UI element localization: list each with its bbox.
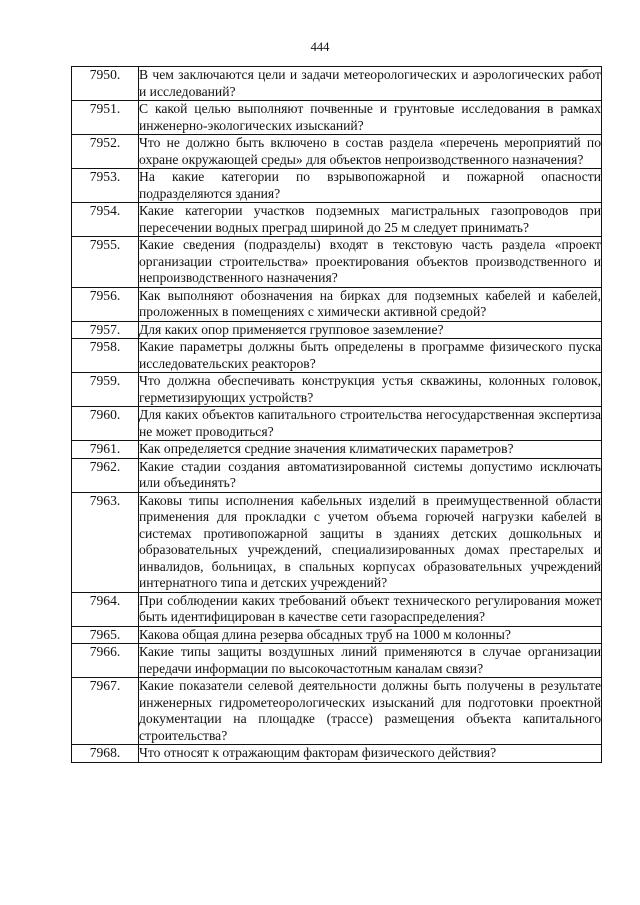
question-text: Для каких объектов капитального строительства негосударственная экспертиза не может проводиться?: [139, 407, 601, 439]
question-row: [72, 626, 602, 644]
question-text: Что не должно быть включено в состав раздела «перечень мероприятий по охране окружающей среды» для объектов непроизводственного назначения?: [139, 135, 601, 167]
question-row: [72, 135, 602, 169]
question-row: [72, 373, 602, 407]
question-number: 7957.: [72, 321, 139, 339]
question-row: [72, 458, 602, 492]
question-number: 7954.: [72, 203, 139, 237]
question-row: [72, 339, 602, 373]
questions-table: [71, 66, 602, 763]
question-text: Как определяется средние значения климатических параметров?: [139, 441, 602, 459]
question-row: [72, 321, 602, 339]
question-row: [72, 237, 602, 288]
question-number: 7960.: [72, 407, 139, 441]
questions-table-body: [72, 67, 602, 763]
question-number: 7955.: [72, 237, 139, 288]
question-number: 7951.: [72, 101, 139, 135]
question-text: Каковы типы исполнения кабельных изделий в преимущественной области применения для прокладки с учетом объема горючей нагрузки кабелей в системах противопожарной защиты в зданиях детских дошкольных и образовательных учреждений, специализированных домах престарелых и инвалидов, больницах, в спальных корпусах образовательных учреждений интернатного типа и детских учреждений?: [139, 492, 601, 590]
question-row: [72, 203, 602, 237]
question-text: Какие категории участков подземных магистральных газопроводов при пересечении водных преград шириной до 25 м следует принимать?: [139, 203, 601, 235]
question-row: [72, 678, 602, 745]
question-number: 7968.: [72, 745, 139, 763]
question-text: Какие типы защиты воздушных линий применяются в случае организации передачи информации по высокочастотным каналам связи?: [139, 644, 601, 676]
question-number: 7950.: [72, 67, 139, 101]
question-row: [72, 492, 602, 592]
question-number: 7956.: [72, 287, 139, 321]
question-number: 7967.: [72, 678, 139, 745]
question-text: На какие категории по взрывопожарной и пожарной опасности подразделяются здания?: [139, 169, 601, 201]
question-number: 7964.: [72, 592, 139, 626]
question-row: [72, 169, 602, 203]
question-text: Какие параметры должны быть определены в программе физического пуска исследовательских реакторов?: [139, 339, 601, 371]
question-text: Какие сведения (подразделы) входят в текстовую часть раздела «проект организации строительства» проектирования объектов производственного и непроизводственного назначения?: [139, 237, 601, 285]
question-number: 7963.: [72, 492, 139, 592]
question-number: 7953.: [72, 169, 139, 203]
question-row: [72, 101, 602, 135]
question-row: [72, 287, 602, 321]
question-number: 7952.: [72, 135, 139, 169]
question-text: Какие показатели селевой деятельности должны быть получены в результате инженерных гидрометеорологических изысканий для подготовки проектной документации на площадке (трассе) размещения объекта капитального строительства?: [139, 678, 601, 743]
question-row: [72, 644, 602, 678]
question-row: [72, 67, 602, 101]
question-text: Какова общая длина резерва обсадных труб на 1000 м колонны?: [139, 626, 602, 644]
question-text: Какие стадии создания автоматизированной системы допустимо исключать или объединять?: [139, 458, 601, 490]
question-number: 7959.: [72, 373, 139, 407]
question-number: 7962.: [72, 458, 139, 492]
question-text: При соблюдении каких требований объект технического регулирования может быть идентифицирован в качестве сети газораспределения?: [139, 592, 601, 624]
question-number: 7965.: [72, 626, 139, 644]
question-text: Для каких опор применяется групповое заземление?: [139, 321, 602, 339]
question-number: 7966.: [72, 644, 139, 678]
question-number: 7961.: [72, 441, 139, 459]
question-row: [72, 407, 602, 441]
question-row: [72, 745, 602, 763]
question-text: В чем заключаются цели и задачи метеорологических и аэрологических работ и исследований?: [139, 67, 601, 99]
question-row: [72, 441, 602, 459]
question-text: Как выполняют обозначения на бирках для подземных кабелей и кабелей, проложенных в помещениях с химически активной средой?: [139, 287, 601, 319]
question-text: Что относят к отражающим факторам физического действия?: [139, 745, 602, 763]
question-row: [72, 592, 602, 626]
question-text: Что должна обеспечивать конструкция устья скважины, колонных головок, герметизирующих устройств?: [139, 373, 601, 405]
page-number: 444: [310, 40, 330, 54]
question-number: 7958.: [72, 339, 139, 373]
question-text: С какой целью выполняют почвенные и грунтовые исследования в рамках инженерно-экологических изысканий?: [139, 101, 601, 133]
